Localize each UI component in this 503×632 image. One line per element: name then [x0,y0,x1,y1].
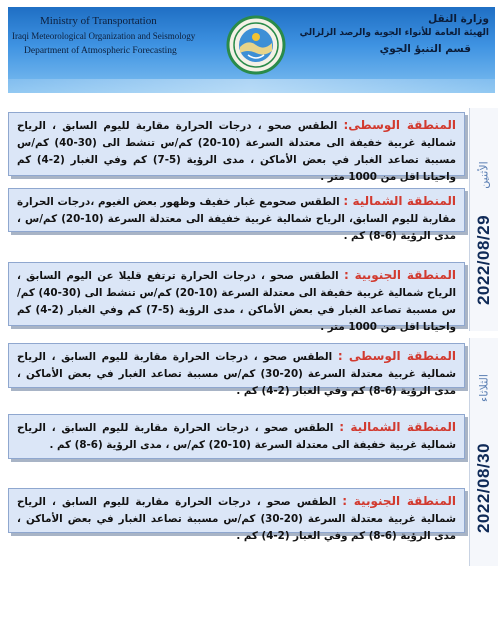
forecast-text: الطقس صحو ، درجات الحرارة ترتفع قليلا عن اليوم السابق ، الرياح شمالية غربية خفيفة الى معتدلة السرعة (10-20) كم/س تنشط الى (30-40) كم/س مسببة تصاعد الغبار في بعض الأماكن ، مدى الرؤية (5-7) كم وفي الغبار (2-4) كم واحيانا اقل من 1000 متر . [17,270,456,333]
region-name: المنطقة الجنوبية : [342,494,456,508]
ministry-name-en: Ministry of Transportation [40,15,157,27]
organization-logo-icon [226,15,286,75]
day-name-2: الثلاثاء [477,374,491,403]
region-name: المنطقة الجنوبية : [343,268,456,282]
forecast-box-north-day1 [8,188,465,242]
organization-name-ar: الهيئة العامة للأنواء الجوية والرصد الزلزالي [299,28,489,38]
forecast-box-central-day2 [8,343,465,397]
day-name-1: الأثنين [477,161,491,189]
forecast-text: الطقس صحو ، درجات الحرارة مقاربة لليوم السابق ، الرياح شمالية غربية خفيفة الى معتدلة السرعة (10-20) كم/س تنشط الى (30-40) كم/س مسببة تصاعد الغبار في بعض الأماكن ، مدى الرؤية (5-7) كم وفي الغبار (2-4) كم واحيانا اقل من 1000 متر . [17,120,457,183]
forecast-box-central-day1 [8,112,465,183]
region-name: المنطقة الشمالية : [343,194,457,208]
region-name: المنطقة الشمالية : [339,420,456,434]
region-name: المنطقة الوسطى : [337,349,457,363]
ministry-name-ar: وزارة النقل [428,13,489,25]
forecast-box-north-day2 [8,414,465,459]
department-name-ar: قسم التنبؤ الجوي [379,43,471,55]
forecast-text: الطقس صحو ، درجات الحرارة مقاربة لليوم السابق ، الرياح شمالية غربية خفيفة الى معتدلة السرعة (10-20) كم/س ، مدى الرؤية (6-8) كم . [17,422,456,451]
day-column-1 [469,108,498,331]
forecast-box-south-day1 [8,262,465,333]
organization-name-en: Iraqi Meteorological Organization and Seismology [12,31,196,41]
day-column-2 [469,338,498,566]
forecast-text: الطقس صحو ، درجات الحرارة مقاربة لليوم السابق ، الرياح شمالية غربية معتدلة السرعة (20-30) كم/س مسببة تصاعد الغبار في بعض الأماكن ، مدى الرؤية (6-8) كم وفي الغبار (2-4) كم . [17,351,456,397]
forecast-text: الطقس صحو ، درجات الحرارة مقاربة لليوم السابق ، الرياح شمالية غربية معتدلة السرعة (20-30) كم/س مسببة تصاعد الغبار في بعض الأماكن ، مدى الرؤية (6-8) كم وفي الغبار (2-4) كم . [17,496,456,542]
department-name-en: Department of Atmospheric Forecasting [24,46,177,56]
date-label-2: 2022/08/30 [474,443,493,534]
header-banner [8,7,495,93]
date-label-1: 2022/08/29 [474,214,493,305]
forecast-box-south-day2 [8,488,465,542]
header-decorative-stripe [8,79,495,93]
forecast-text: الطقس صحومع غبار خفيف وظهور بعض الغيوم ،درجات الحرارة مقاربة لليوم السابق، الرياح شمالية غربية خفيفة الى معتدلة السرعة (10-20) كم/س ، مدى الرؤية (6-8) كم . [17,196,457,242]
region-name: المنطقة الوسطى: [343,118,456,132]
